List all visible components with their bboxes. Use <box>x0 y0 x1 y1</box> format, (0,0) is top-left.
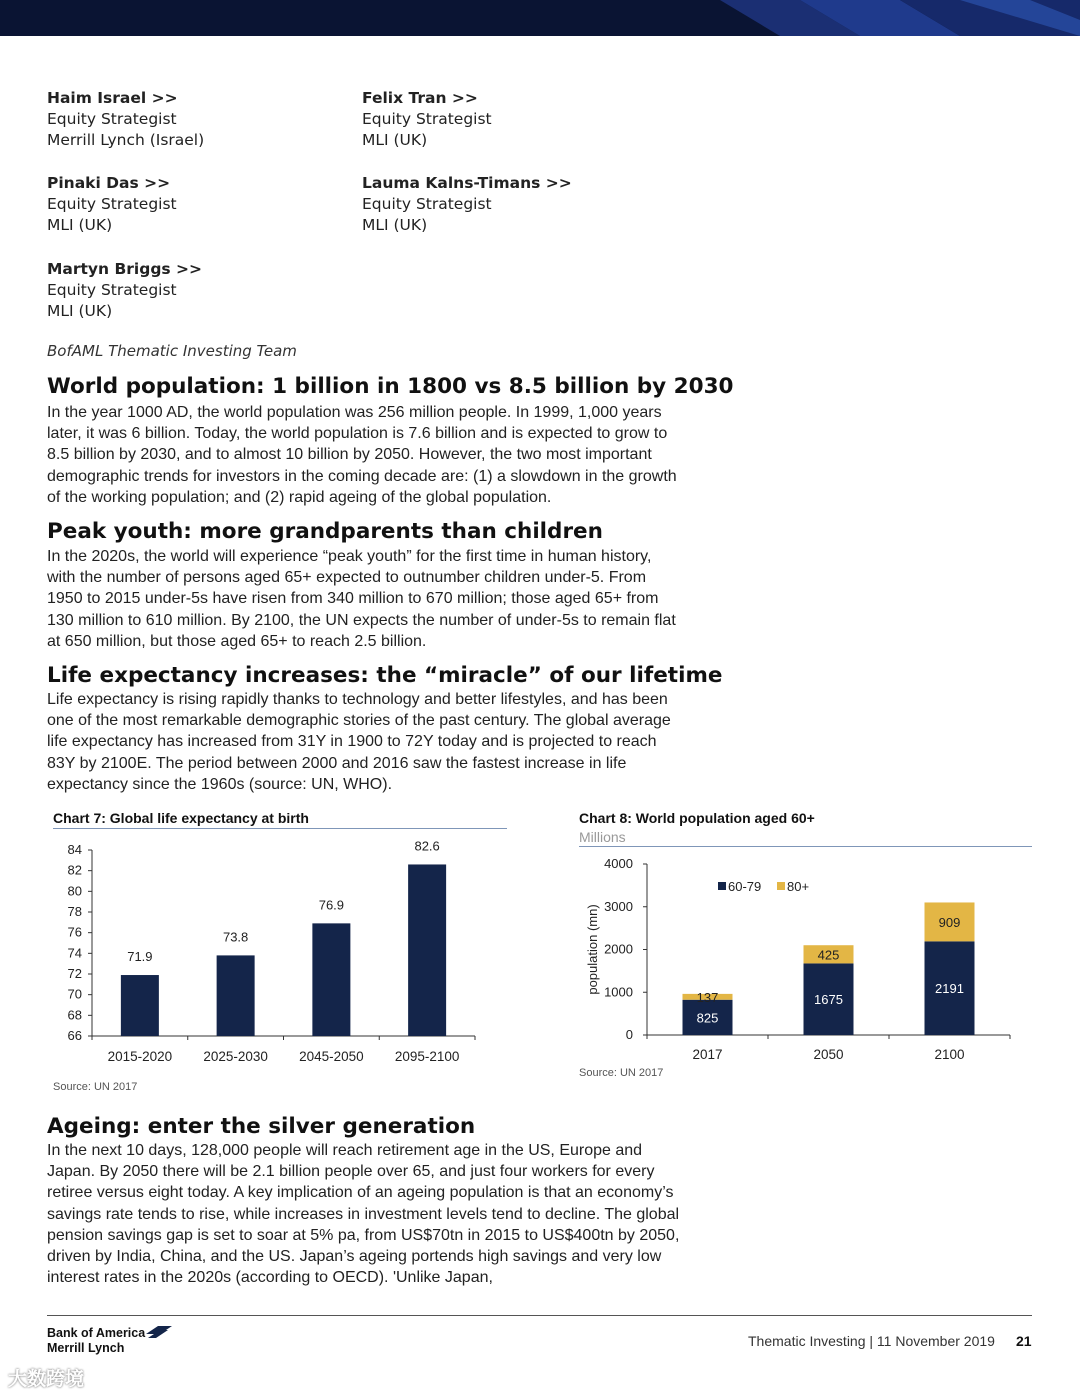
chart7-y-tick-label: 78 <box>67 904 82 919</box>
analyst-role: Equity Strategist <box>47 281 177 299</box>
chart8-data-label-80+: 137 <box>696 989 719 1005</box>
chart7-bar <box>408 864 446 1036</box>
chart8-data-label-80+: 909 <box>938 914 961 930</box>
analyst-pinaki-das <box>47 173 177 236</box>
team-name: BofAML Thematic Investing Team <box>47 342 297 360</box>
chart7-bar <box>217 955 255 1036</box>
chart7-title: Chart 7: Global life expectancy at birth <box>53 810 309 826</box>
section-body-peak-youth: In the 2020s, the world will experience “peak youth” for the first time in human history, with the number of persons aged 65+ expected to outnumber children under-5. From 1950 to 2015 under-5s have risen from 340 million to 670 million; those aged 65+ from 130 million to 610 million. By 2100, the UN expects the number of under-5s to remain flat at 650 million, but those aged 65+ to reach 2.5 billion. <box>47 548 676 650</box>
analyst-org: MLI (UK) <box>47 216 113 234</box>
chart8-y-tick-label: 2000 <box>604 941 633 957</box>
chart8-plot <box>575 850 1035 1065</box>
chart7-x-tick-label: 2045-2050 <box>299 1049 364 1064</box>
chart7-plot <box>45 835 515 1075</box>
chart8-x-tick-label: 2100 <box>934 1047 965 1062</box>
chart7-y-tick-label: 84 <box>67 842 82 857</box>
chart8-x-tick-label: 2017 <box>692 1047 723 1062</box>
chart7-bar <box>312 923 350 1036</box>
chart8-legend-swatch <box>718 882 726 890</box>
chart7-title-rule <box>53 828 507 829</box>
bank-logo <box>47 1326 145 1356</box>
analyst-role: Equity Strategist <box>362 110 492 128</box>
chart8-legend-label: 80+ <box>787 879 810 894</box>
chart7-data-label: 71.9 <box>127 949 153 965</box>
section-heading-world-population: World population: 1 billion in 1800 vs 8.5 billion by 2030 <box>47 374 734 399</box>
analyst-name[interactable]: Martyn Briggs >> <box>47 260 203 278</box>
chart7-data-label: 76.9 <box>318 897 345 913</box>
section-body-life-expectancy: Life expectancy is rising rapidly thanks to technology and better lifestyles, and has been one of the most remarkable demographic stories of the past century. The global average life expectancy has increased from 31Y in 1900 to 72Y today and is projected to reach 83Y by 2100E. The period between 2000 and 2016 saw the fastest increase in life expectancy since the 1960s (source: UN, WHO). <box>47 691 671 793</box>
chart8-y-tick-label: 1000 <box>604 984 633 1000</box>
chart7-x-tick-label: 2015-2020 <box>107 1049 173 1064</box>
analyst-role: Equity Strategist <box>362 195 492 213</box>
footer-publication: Thematic Investing | 11 November 2019 <box>748 1333 995 1349</box>
analyst-name[interactable]: Lauma Kalns-Timans >> <box>362 174 572 192</box>
chart8-y-tick-label: 4000 <box>604 856 633 871</box>
chart8-data-label-60-79: 825 <box>696 1010 719 1026</box>
analyst-name[interactable]: Felix Tran >> <box>362 89 478 107</box>
chart7-y-tick-label: 74 <box>67 945 82 961</box>
analyst-name[interactable]: Haim Israel >> <box>47 89 178 107</box>
analyst-org: MLI (UK) <box>362 216 428 234</box>
analyst-org: Merrill Lynch (Israel) <box>47 131 205 149</box>
analyst-org: MLI (UK) <box>362 131 428 149</box>
analyst-lauma-kalns-timans <box>362 173 572 236</box>
chart7-y-tick-label: 76 <box>67 924 82 940</box>
chart8-data-label-60-79: 2191 <box>935 981 964 997</box>
analyst-felix-tran <box>362 88 492 151</box>
chart8-title-rule <box>579 846 1032 847</box>
analyst-role: Equity Strategist <box>47 195 177 213</box>
chart8-y-axis-label: population (mn) <box>585 904 600 995</box>
analyst-org: MLI (UK) <box>47 302 113 320</box>
chart7-x-tick-label: 2025-2030 <box>203 1049 268 1064</box>
chart8-data-label-60-79: 1675 <box>814 992 843 1008</box>
section-body-ageing: In the next 10 days, 128,000 people will reach retirement age in the US, Europe and Japan. By 2050 there will be 2.1 billion people over 65, and just four workers for every retiree versus eight today. A key implication of an ageing population is that an economy’s savings rate tends to rise, while increases in investment levels tend to decline. The global pension savings gap is set to soar at 5% pa, from US$70tn in 2015 to US$400tn by 2050, driven by India, China, and the US. Japan’s ageing portends high savings and very low interest rates in the 2020s (according to OECD). 'Unlike Japan, <box>47 1142 680 1287</box>
top-banner <box>0 0 1080 36</box>
chart8-title: Chart 8: World population aged 60+ <box>579 810 815 826</box>
chart7-data-label: 73.8 <box>222 929 249 945</box>
analyst-name[interactable]: Pinaki Das >> <box>47 174 171 192</box>
chart8-y-tick-label: 3000 <box>604 898 633 914</box>
chart7-y-tick-label: 80 <box>67 883 82 899</box>
chart8-subtitle: Millions <box>579 829 626 845</box>
chart7-data-label: 82.6 <box>414 838 440 854</box>
section-body-world-population: In the year 1000 AD, the world population was 256 million people. In 1999, 1,000 years later, it was 6 billion. Today, the world population is 7.6 billion and is expected to grow to 8.5 billion by 2030, and to almost 10 billion by 2050. However, the two most important demographic trends for investors in the coming decade are: (1) a slowdown in the growth of the working population; and (2) rapid ageing of the global population. <box>47 404 677 506</box>
section-heading-life-expectancy: Life expectancy increases: the “miracle” of our lifetime <box>47 663 723 688</box>
chart7-y-tick-label: 68 <box>67 1007 82 1023</box>
chart8-legend-swatch <box>777 882 785 890</box>
section-heading-ageing: Ageing: enter the silver generation <box>47 1114 476 1139</box>
footer-divider <box>47 1315 1032 1316</box>
chart7-y-tick-label: 72 <box>67 966 82 981</box>
section-heading-peak-youth: Peak youth: more grandparents than children <box>47 519 603 544</box>
chart7-y-tick-label: 66 <box>67 1028 82 1043</box>
watermark: 大数跨境 <box>8 1368 85 1390</box>
flag-icon <box>144 1324 174 1340</box>
chart8-source: Source: UN 2017 <box>579 1067 664 1079</box>
logo-line1: Bank of America <box>47 1326 146 1340</box>
chart7-x-tick-label: 2095-2100 <box>394 1049 460 1064</box>
chart7-source: Source: UN 2017 <box>53 1081 138 1093</box>
chart7-y-tick-label: 70 <box>67 986 82 1002</box>
banner-stripes <box>0 0 1080 36</box>
chart7-bar <box>121 975 159 1036</box>
chart8-legend-label: 60-79 <box>728 879 762 894</box>
analyst-haim-israel <box>47 88 204 151</box>
page-number: 21 <box>1016 1333 1032 1349</box>
chart8-x-tick-label: 2050 <box>813 1047 844 1062</box>
chart7-y-tick-label: 82 <box>67 862 82 878</box>
analyst-martyn-briggs <box>47 259 202 322</box>
chart8-data-label-80+: 425 <box>817 947 840 963</box>
analyst-role: Equity Strategist <box>47 110 177 128</box>
logo-line2: Merrill Lynch <box>47 1341 125 1355</box>
chart8-y-tick-label: 0 <box>625 1027 633 1042</box>
